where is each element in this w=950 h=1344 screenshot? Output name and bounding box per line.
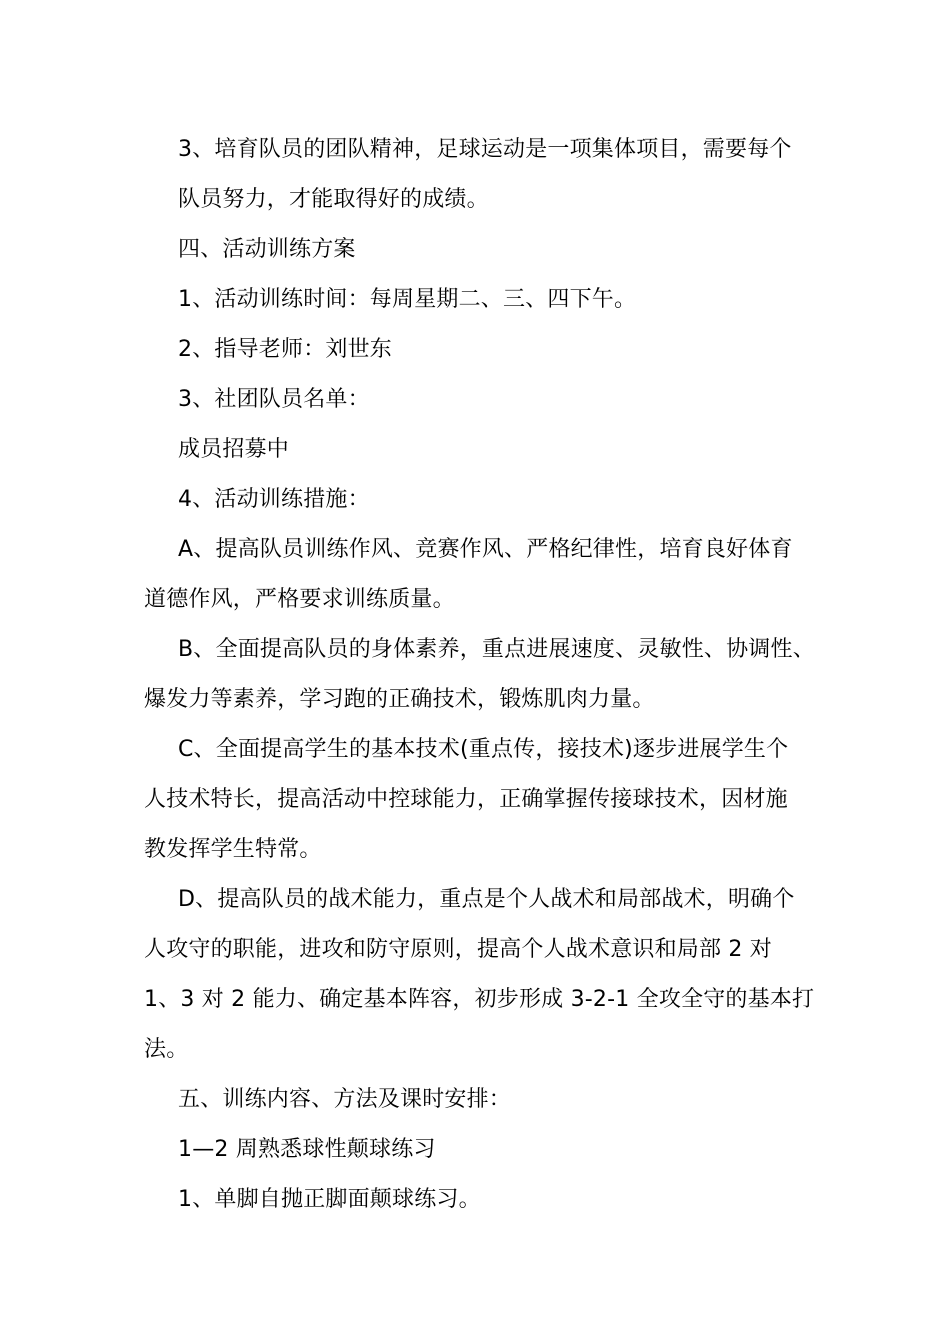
paragraph-line: 4、活动训练措施： bbox=[178, 487, 370, 512]
paragraph-line: 队员努力，才能取得好的成绩。 bbox=[178, 187, 489, 212]
section-heading: 四、活动训练方案 bbox=[178, 237, 356, 262]
section-heading: 五、训练内容、方法及课时安排： bbox=[178, 1087, 512, 1112]
paragraph-line: 道德作风，严格要求训练质量。 bbox=[144, 587, 455, 612]
paragraph-line: 1、活动训练时间：每周星期二、三、四下午。 bbox=[178, 287, 637, 312]
paragraph-line: B、全面提高队员的身体素养，重点进展速度、灵敏性、协调性、 bbox=[178, 637, 815, 662]
paragraph-line: 1、3 对 2 能力、确定基本阵容，初步形成 3-2-1 全攻全守的基本打 bbox=[144, 987, 815, 1012]
paragraph-line: 人攻守的职能，进攻和防守原则，提高个人战术意识和局部 2 对 bbox=[144, 937, 772, 962]
paragraph-line: 3、培育队员的团队精神，足球运动是一项集体项目，需要每个 bbox=[178, 137, 792, 162]
paragraph-line: D、提高队员的战术能力，重点是个人战术和局部战术，明确个 bbox=[178, 887, 795, 912]
paragraph-line: C、全面提高学生的基本技术(重点传，接技术)逐步进展学生个 bbox=[178, 737, 789, 762]
paragraph-line: 爆发力等素养，学习跑的正确技术，锻炼肌肉力量。 bbox=[144, 687, 655, 712]
paragraph-line: A、提高队员训练作风、竞赛作风、严格纪律性，培育良好体育 bbox=[178, 537, 793, 562]
paragraph-line: 法。 bbox=[144, 1037, 189, 1062]
paragraph-line: 1、单脚自抛正脚面颠球练习。 bbox=[178, 1187, 481, 1212]
paragraph-line: 成员招募中 bbox=[178, 437, 290, 462]
paragraph-line: 人技术特长，提高活动中控球能力，正确掌握传接球技术，因材施 bbox=[144, 787, 788, 812]
paragraph-line: 1—2 周熟悉球性颠球练习 bbox=[178, 1137, 436, 1162]
paragraph-line: 2、指导老师：刘世东 bbox=[178, 337, 392, 362]
paragraph-line: 教发挥学生特常。 bbox=[144, 837, 322, 862]
paragraph-line: 3、社团队员名单： bbox=[178, 387, 370, 412]
